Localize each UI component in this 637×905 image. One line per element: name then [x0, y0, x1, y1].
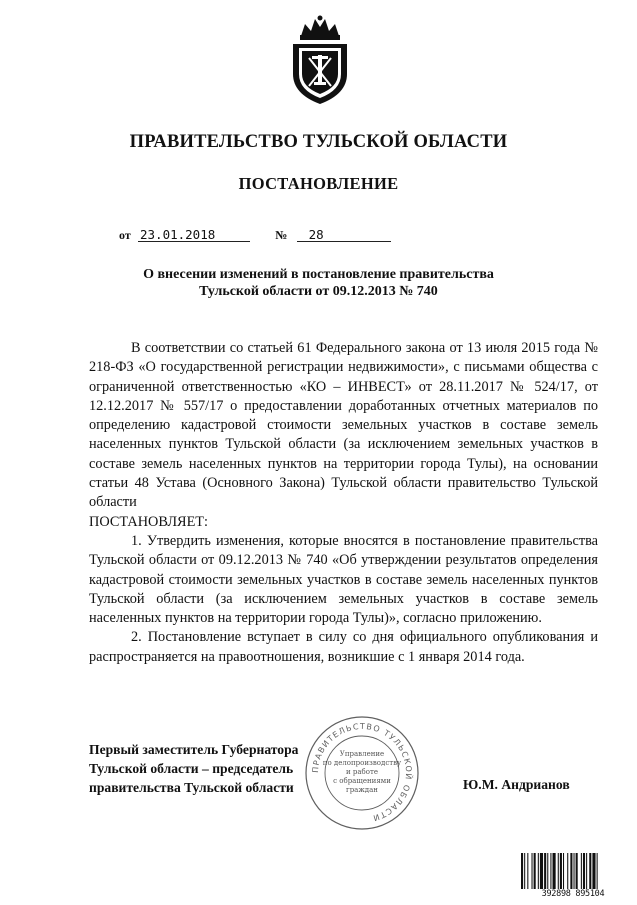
document-date: 23.01.2018	[138, 228, 250, 242]
stamp-line-1: Управление	[339, 750, 385, 758]
barcode-bar	[540, 853, 543, 889]
document-type: ПОСТАНОВЛЕНИЕ	[238, 174, 399, 193]
barcode-bar	[570, 853, 572, 889]
barcode-bar	[521, 853, 523, 889]
coat-of-arms-icon	[287, 14, 353, 106]
barcode-bar	[550, 853, 551, 889]
barcode-bar	[524, 853, 525, 889]
barcode-bar	[534, 853, 536, 889]
barcode-bar	[532, 853, 533, 889]
preamble-paragraph: В соответствии со статьей 61 Федерального закона от 13 июля 2015 года № 218-ФЗ «О государственной регистрации недвижимости», с письмами общества с ограниченной ответственностью «КО – ИНВЕСТ» от 28.11.2017 № 524/17, от 12.12.2017 № 557/17 о предоставлении доработанных отчетных материалов по определению кадастровой стоимости земельных участков в составе земель населенных пунктов Тульской области (за исключением земельных участков в составе земель населенных пунктов на территории города Тулы), на основании статьи 48 Устава (Основного Закона) Тульской области правительство Тульской области	[89, 340, 598, 511]
barcode-number: 392898 895104	[518, 889, 628, 899]
signer-line-1: Первый заместитель Губернатора	[89, 742, 299, 757]
official-stamp	[303, 714, 421, 832]
document-subject	[0, 266, 637, 300]
subject-line-1: О внесении изменений в постановление правительства	[143, 267, 494, 282]
item-2-paragraph: 2. Постановление вступает в силу со дня официального опубликования и распространяется на правоотношения, возникшие с 1 января 2014 года.	[89, 629, 598, 665]
document-meta	[119, 227, 391, 243]
stamp-line-5: граждан	[346, 786, 378, 794]
signer-line-2: Тульской области – председатель	[89, 761, 294, 776]
barcode-bar	[560, 853, 562, 889]
barcode-bar	[583, 853, 585, 889]
barcode-bar	[538, 853, 539, 889]
barcode-bar	[581, 853, 582, 889]
stamp-line-2: по делопроизводству	[322, 759, 402, 767]
barcode-bar	[558, 853, 559, 889]
signer-name: Ю.М. Андрианов	[463, 777, 570, 792]
date-label: от	[119, 228, 131, 242]
item-1-paragraph: 1. Утвердить изменения, которые вносятся в постановление правительства Тульской области от 09.12.2013 № 740 «Об утверждении результатов определения кадастровой стоимости земельных участков в составе земель населенных пунктов Тульской области (за исключением земельных участков в составе земель населенных пунктов на территории города Тулы)», согласно приложению.	[89, 532, 598, 627]
barcode-bar	[553, 853, 556, 889]
barcode-bar	[563, 853, 564, 889]
document-number: 28	[297, 228, 391, 242]
barcode-bar	[576, 853, 578, 889]
barcode-bar	[527, 853, 528, 889]
government-title: ПРАВИТЕЛЬСТВО ТУЛЬСКОЙ ОБЛАСТИ	[129, 132, 508, 152]
barcode-bar	[589, 853, 591, 889]
barcode-bar	[597, 853, 598, 889]
resolves-heading: ПОСТАНОВЛЯЕТ:	[89, 513, 209, 530]
barcode-bar	[544, 853, 546, 889]
stamp-line-3: и работе	[346, 768, 378, 776]
barcode-bar	[574, 853, 575, 889]
subject-line-2: Тульской области от 09.12.2013 № 740	[199, 284, 438, 299]
stamp-line-4: с обращениями	[333, 777, 391, 785]
signer-title	[89, 740, 298, 797]
barcode-bar	[567, 853, 568, 889]
stamp-ring-text: ПРАВИТЕЛЬСТВО ТУЛЬСКОЙ ОБЛАСТИ	[310, 721, 414, 823]
number-label: №	[275, 228, 288, 242]
barcode-bar	[592, 853, 595, 889]
document-body	[89, 339, 598, 667]
barcode-bar	[586, 853, 587, 889]
barcode-bar	[547, 853, 548, 889]
signer-line-3: правительства Тульской области	[89, 780, 294, 795]
